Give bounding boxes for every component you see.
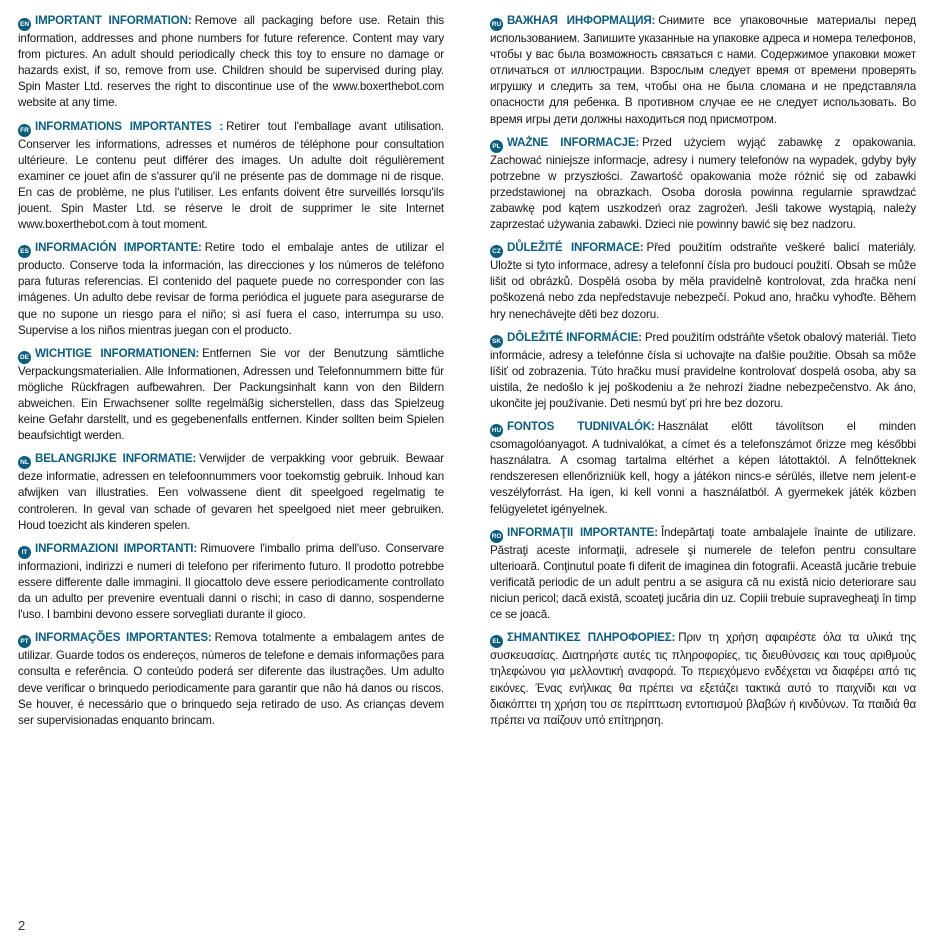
language-badge-ro: RO	[490, 530, 503, 543]
section-heading-pt: INFORMAÇÕES IMPORTANTES:	[35, 631, 212, 645]
language-badge-cz: CZ	[490, 245, 503, 258]
section-heading-de: WICHTIGE INFORMATIONEN:	[35, 346, 200, 360]
info-section-cz	[490, 240, 916, 322]
info-section-fr	[18, 119, 444, 234]
section-heading-cz: DŮLEŽITÉ INFORMACE:	[507, 241, 644, 255]
language-badge-pl: PL	[490, 140, 503, 153]
language-badge-sk: SK	[490, 335, 503, 348]
info-section-sk	[490, 330, 916, 412]
section-body-it: Rimuovere l'imballo prima dell'uso. Conservare informazioni, indirizzi e numeri di telefono per riferimento futuro. Il prodotto potrebbe essere differente dalle immagini. Il giocattolo deve essere periodicamente controllato da un adulto per prevenire eventuali danni o rischi; in caso di danno, sospenderne l'uso. I bambini devono essere sorvegliati durante il gioco.	[18, 541, 445, 622]
section-heading-ru: ВАЖНАЯ ИНФОРМАЦИЯ:	[507, 14, 656, 27]
language-badge-it: IT	[18, 546, 31, 559]
info-section-es	[18, 240, 444, 339]
section-heading-es: INFORMACIÓN IMPORTANTE:	[35, 241, 202, 255]
section-heading-el: ΣΗΜΑΝΤΙΚΕΣ ΠΛΗΡΟΦΟΡΙΕΣ:	[507, 631, 676, 645]
language-badge-nl: NL	[18, 456, 31, 469]
section-heading-ro: INFORMAŢII IMPORTANTE:	[507, 525, 658, 539]
section-body-sk: Pred použitím odstráňte všetok obalový materiál. Tieto informácie, adresy a telefónne čísla si uchovajte na ďalšie použitie. Obsah sa môže líšiť od zobrazenia. Túto hračku musí pravidelne kontrolovať dospelá osoba, aby sa uistila, že nedošlo k jej poškodeniu a že nehrozí žiadne nebezpečenstvo. Ak áno, ukončite jej používanie. Deti nesmú byť pri hre bez dozoru.	[490, 330, 916, 411]
section-body-ro: Îndepărtaţi toate ambalajele înainte de utilizare. Păstraţi aceste informaţii, adresele şi numerele de telefon pentru consultare ulterioară. Conţinutul poate fi diferit de imaginea din fotografii. Această jucărie trebuie verificată periodic de un adult pentru a se asigura că nu există nicio deteriorare sau niciun pericol; dacă există, scoateţi jucăria din uz. Copiii trebuie supravegheaţi în timp ce se joacă.	[490, 525, 916, 622]
language-badge-en: EN	[18, 18, 31, 31]
section-heading-nl: BELANGRIJKE INFORMATIE:	[35, 452, 197, 466]
language-badge-ru: RU	[490, 18, 503, 31]
section-body-cz: Před použitím odstraňte veškeré balicí materiály. Uložte si tyto informace, adresy a telefonní čísla pro budoucí použití. Obsah se může lišit od obrázků. Dospělá osoba by měla pravidelně kontrolovat, zda hračka není poškozená nebo zda nepředstavuje nebezpečí. Pokud ano, hračku vyhoďte. Během hry nenechávejte děti bez dozoru.	[490, 241, 916, 321]
section-body-el: Πριν τη χρήση αφαιρέστε όλα τα υλικά της συσκευασίας. Διατηρήστε αυτές τις πληροφορίες, τις διευθύνσεις και τους αριθμούς τηλεφώνου για μελλοντική αναφορά. Το περιεχόμενο ενδέχεται να διαφέρει από τις εικόνες. Ένας ενήλικας θα πρέπει να εξετάζει τακτικά αυτό το παιχνίδι και να διακόπτει τη χρήση του σε περίπτωση εντοπισμού βλαβών ή κινδύνων. Τα παιδιά θα πρέπει να παίζουν υπό επίτηρηση.	[490, 631, 917, 727]
info-section-hu	[490, 419, 916, 518]
language-badge-pt: PT	[18, 635, 31, 648]
info-section-nl	[18, 451, 444, 533]
section-heading-it: INFORMAZIONI IMPORTANTI:	[35, 541, 198, 555]
section-heading-fr: INFORMATIONS IMPORTANTES :	[35, 119, 224, 133]
language-badge-es: ES	[18, 245, 31, 258]
info-section-it	[18, 541, 444, 623]
page-number: 2	[18, 918, 26, 933]
language-badge-de: DE	[18, 351, 31, 364]
section-heading-hu: FONTOS TUDNIVALÓK:	[507, 420, 655, 434]
info-section-pt	[18, 630, 444, 729]
info-section-el	[490, 630, 916, 729]
section-body-nl: Verwijder de verpakking voor gebruik. Bewaar deze informatie, adressen en telefoonnummers voor toekomstig gebruik. Inhoud kan afwijken van illustraties. Een volwassene dient dit speelgoed regelmatig te controleren. In geval van schade of gevaren het speelgoed niet meer gebruiken. Houd toezicht als kinderen spelen.	[18, 452, 444, 532]
section-body-de: Entfernen Sie vor der Benutzung sämtliche Verpackungsmaterialien. Alle Informationen, Adressen und Telefonnummern bitte für mögliche Rückfragen aufbewahren. Der Packungsinhalt kann von den Bildern abweichen. Ein Erwachsener sollte regelmäßig sicherstellen, dass das Spielzeug keine Gefahr darstellt, und es gegebenenfalls entfernen. Kinder sollten beim Spielen beaufsichtigt werden.	[18, 346, 444, 443]
section-body-es: Retire todo el embalaje antes de utilizar el producto. Conserve toda la información, las direcciones y los números de teléfono para futuras referencias. El contenido del paquete puede no corresponder con las imágenes. Un adulto debe revisar de forma periódica el juguete para asegurarse de que no supone un riesgo para el niño; si así fuera el caso, interrumpa su uso. Supervise a los niños mientras juegan con el producto.	[18, 241, 445, 337]
right-column	[490, 13, 916, 736]
info-section-ru	[490, 13, 916, 128]
language-badge-fr: FR	[18, 124, 31, 137]
language-badge-el: EL	[490, 635, 503, 648]
section-heading-en: IMPORTANT INFORMATION:	[35, 14, 192, 27]
section-body-fr: Retirer tout l'emballage avant utilisation. Conserver les informations, adresses et numéros de téléphone pour consultation ultérieure. Le contenu peut différer des images. Un adulte doit régulièrement examiner ce jouet afin de s'assurer qu'il ne présente pas de dommage ni de risque. En cas de problème, ne plus l'utiliser. Les enfants doivent être surveillés lorsqu'ils jouent. Spin Master Ltd. se réserve le droit de supprimer le site Internet www.boxerthebot.com à tout moment.	[18, 119, 444, 232]
info-section-de	[18, 346, 444, 445]
section-body-hu: Használat előtt távolítson el minden csomagolóanyagot. A tudnivalókat, a címet és a telefonszámot őrizze meg későbbi használatra. A csomag tartalma eltérhet a képen látottaktól. A felnőtteknek rendszeresen ellenőrizniük kell, hogy a játékon nincs-e sérülés, illetve nem jelent-e veszélyforrást. Ha igen, ki kell vonni a használatból. A gyermekek játék közben felügyeletet igényelnek.	[490, 420, 916, 516]
section-body-en: Remove all packaging before use. Retain this information, addresses and phone numbers for future reference. Content may vary from pictures. An adult should periodically check this toy to ensure no damage or hazards exist, if so, remove from use. Children should be supervised during play. Spin Master Ltd. reserves the right to discontinue use of the www.boxerthebot.com website at any time.	[18, 14, 444, 110]
left-column	[18, 13, 444, 736]
info-section-pl	[490, 135, 916, 234]
language-badge-hu: HU	[490, 424, 503, 437]
section-body-pl: Przed użyciem wyjąć zabawkę z opakowania. Zachować niniejsze informacje, adresy i numery telefonów na wypadek, gdyby były potrzebne w przyszłości. Zawartość opakowania może różnić się od zabawki przedstawionej na obrazkach. Osoba dorosła powinna regularnie sprawdzać zabawkę pod kątem uszkodzeń oraz zagrożeń. Jeśli takowe wystąpią, należy zaprzestać używania zabawki. Dzieci nie powinny bawić się bez nadzoru.	[490, 135, 916, 232]
section-heading-sk: DÔLEŽITÉ INFORMÁCIE:	[507, 330, 642, 344]
info-section-en	[18, 13, 444, 112]
section-heading-pl: WAŻNE INFORMACJE:	[507, 135, 640, 149]
section-body-pt: Remova totalmente a embalagem antes de utilizar. Guarde todos os endereços, números de telefone e demais informações para consulta e referência. O conteúdo poderá ser diferente das ilustrações. Um adulto deve verificar o brinquedo periodicamente para garantir que não há danos ou riscos. Se houver, é necessário que o brinquedo seja retirado de uso. As crianças devem ser supervisionadas enquanto brincam.	[18, 631, 445, 727]
info-section-ro	[490, 525, 916, 624]
section-body-ru: Снимите все упаковочные материалы перед использованием. Запишите указанные на упаковке адреса и номера телефонов, чтобы у вас была возможность связаться с нами. Содержимое упаковки может отличаться от иллюстрации. Взрослым следует время от времени проверять игрушку и следить за тем, чтобы она не была сломана и не представляла опасности для ребенка. В противном случае ее не следует использовать. Во время игры дети должны находиться под присмотром.	[490, 14, 916, 126]
